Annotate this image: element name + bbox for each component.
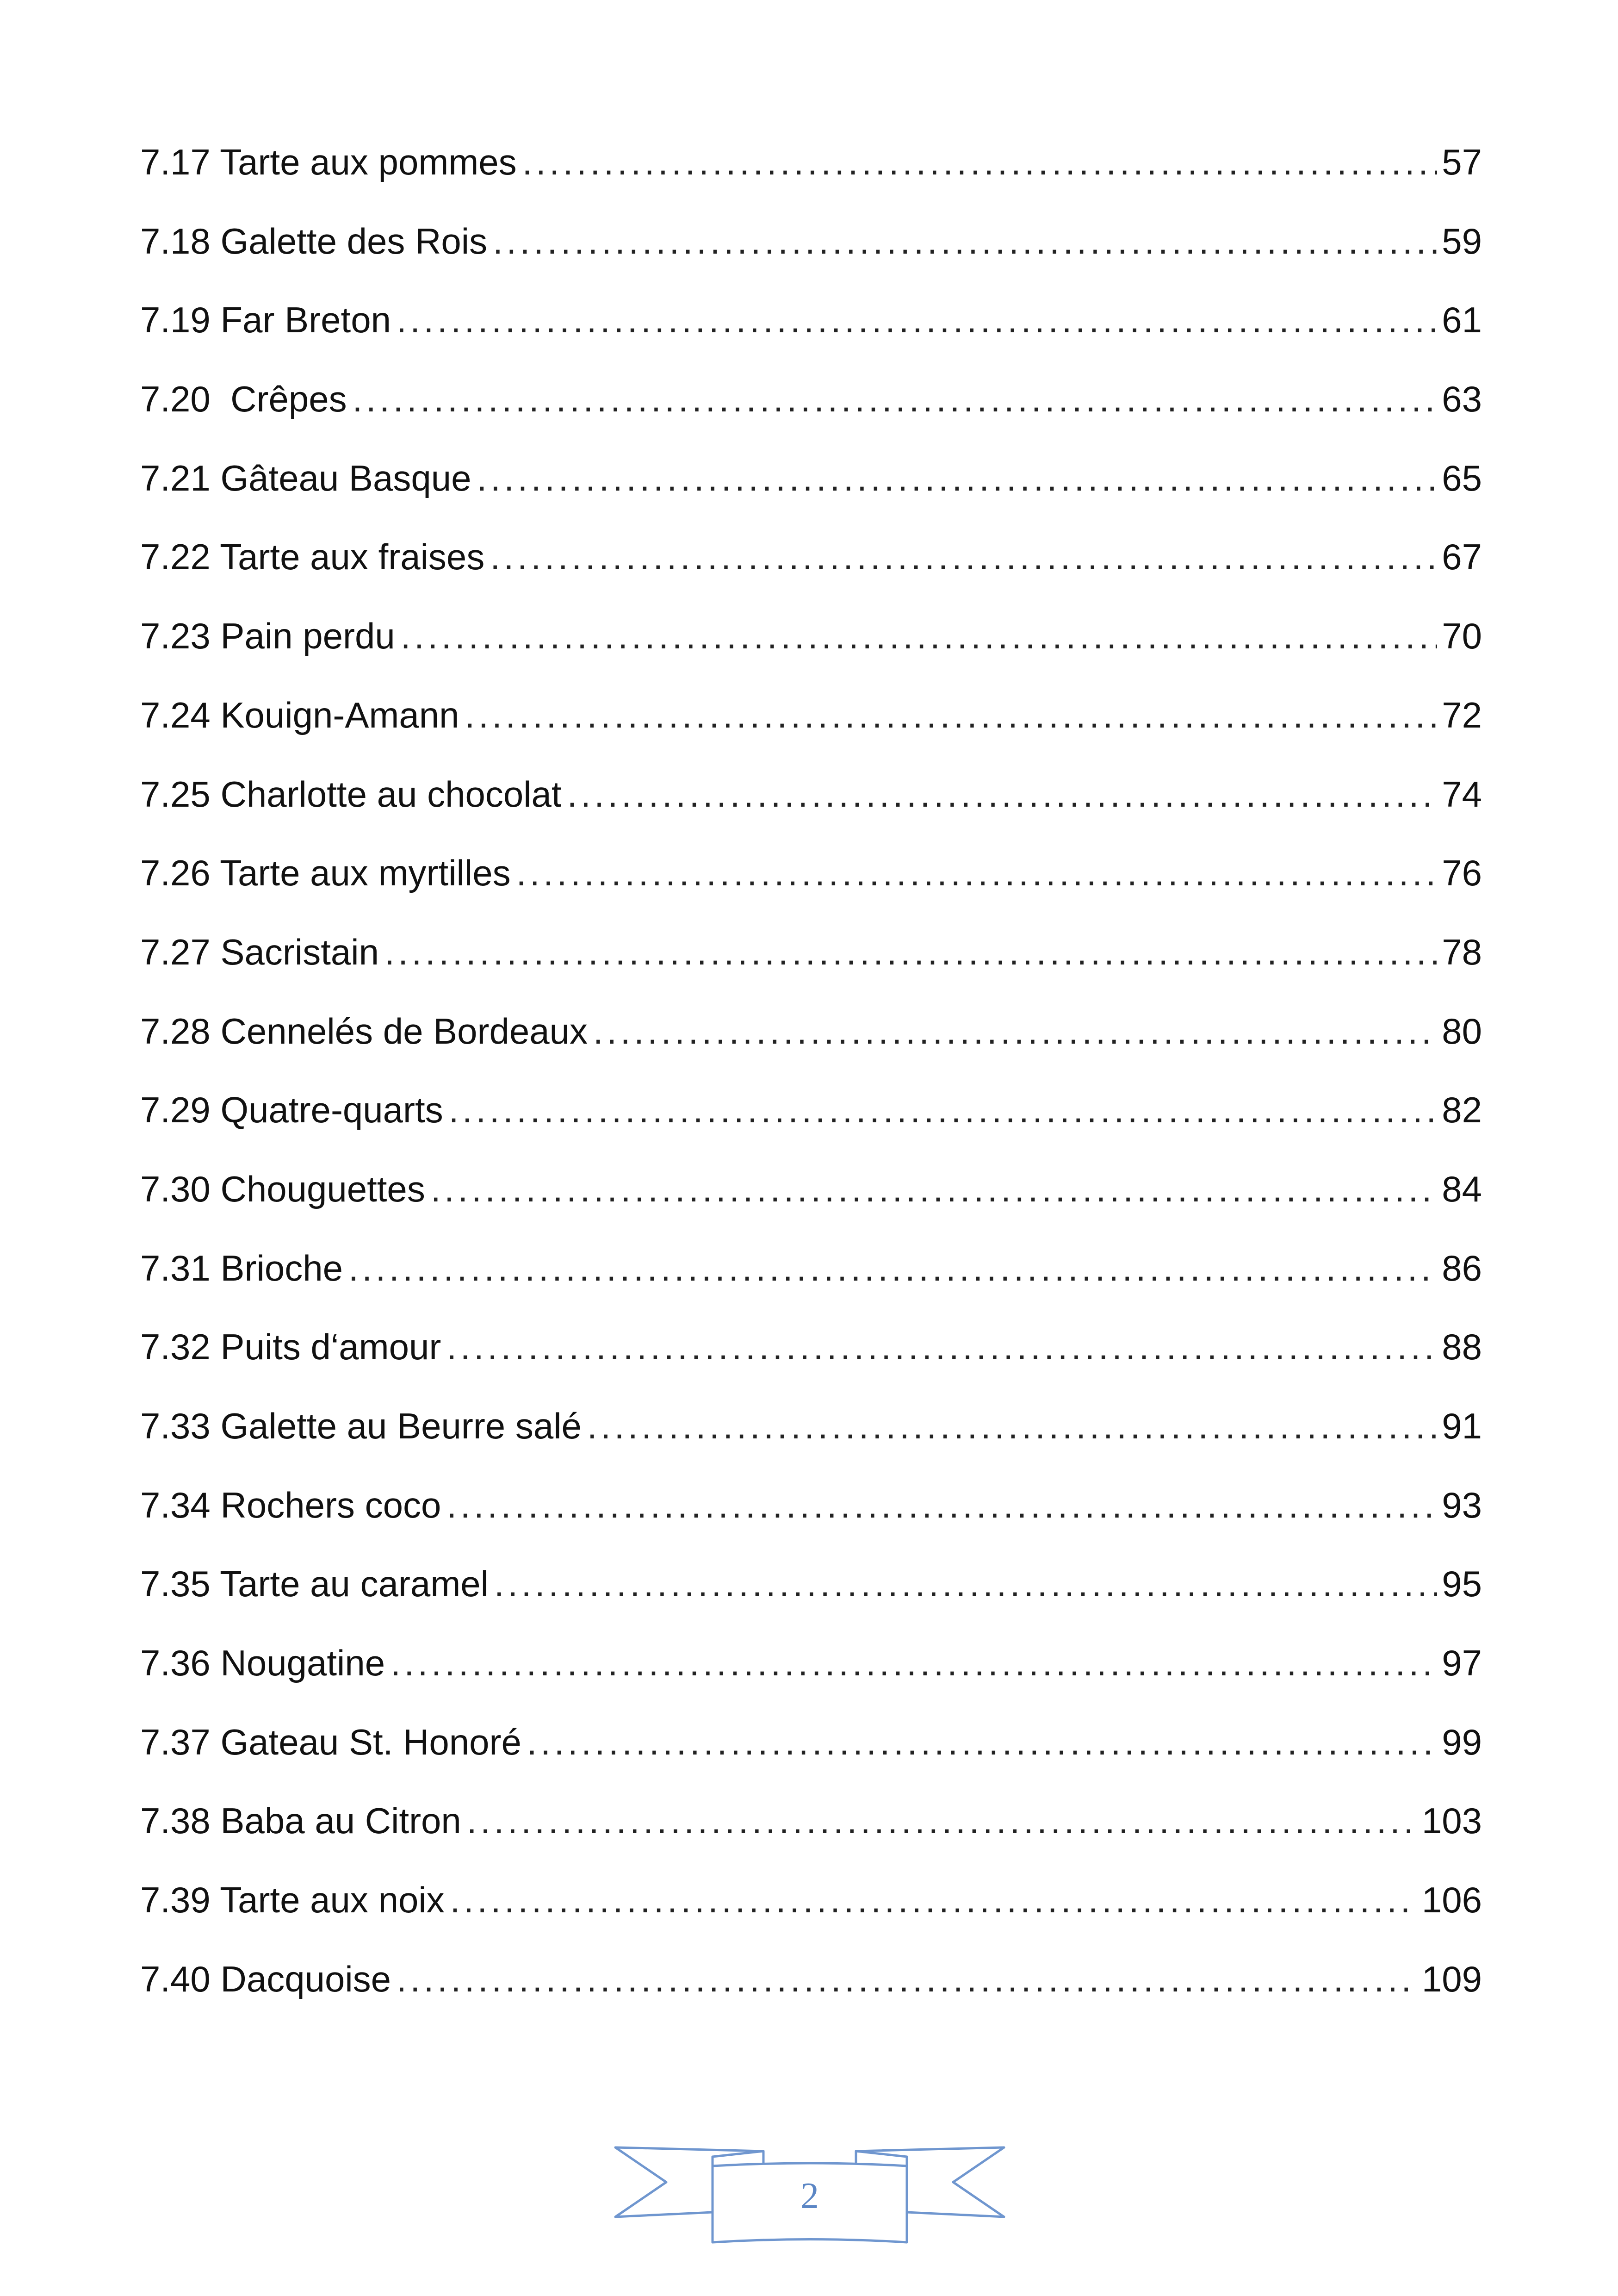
toc-entry-title: Gateau St. Honoré [210,1721,521,1762]
dot-leader [391,1640,1437,1686]
toc-entry-page: 61 [1442,299,1482,341]
toc-entry-page: 82 [1442,1089,1482,1131]
toc-entry-title: Gâteau Basque [210,457,471,498]
toc-entry[interactable] [140,1245,1482,1324]
toc-entry-number: 7.32 [140,1326,211,1368]
toc-entry-title: Cennelés de Bordeaux [210,1010,588,1052]
toc-entry-number: 7.26 [140,852,211,894]
toc-entry[interactable] [140,1561,1482,1640]
toc-entry-title: Pain perdu [210,616,395,657]
dot-leader [567,771,1438,817]
toc-entry[interactable] [140,1719,1482,1798]
toc-entry[interactable] [140,929,1482,1008]
toc-entry-page: 106 [1421,1879,1482,1921]
toc-entry-number: 7.23 [140,616,211,657]
toc-entry-number: 7.37 [140,1721,211,1762]
toc-entry-page: 95 [1442,1563,1482,1605]
dot-leader [401,613,1437,659]
toc-entry-number: 7.20 [140,379,211,420]
dot-leader [384,929,1437,975]
toc-entry-title: Brioche [210,1247,343,1288]
toc-entry[interactable] [140,1877,1482,1956]
toc-entry-number: 7.40 [140,1958,211,1999]
table-of-contents [140,139,1482,2035]
toc-entry-number: 7.34 [140,1484,211,1525]
toc-entry-page: 84 [1442,1168,1482,1209]
toc-entry-number: 7.21 [140,457,211,498]
dot-leader [431,1166,1437,1212]
toc-entry-page: 93 [1442,1484,1482,1525]
toc-entry[interactable] [140,1324,1482,1403]
dot-leader [446,1482,1437,1528]
toc-entry-number: 7.27 [140,931,211,972]
dot-leader [449,1087,1438,1133]
dot-leader [494,1561,1437,1607]
toc-entry-title: Baba au Citron [210,1800,461,1842]
toc-entry[interactable] [140,1956,1482,2035]
toc-entry-title: Far Breton [210,299,391,341]
toc-entry-page: 91 [1442,1406,1482,1446]
toc-entry[interactable] [140,1798,1482,1877]
toc-entry-title: Quatre-quarts [210,1089,443,1131]
toc-entry[interactable] [140,534,1482,613]
toc-entry-title: Rochers coco [210,1484,441,1525]
toc-entry-page: 76 [1442,852,1482,894]
toc-entry[interactable] [140,1403,1482,1482]
toc-entry[interactable] [140,455,1482,534]
dot-leader [450,1877,1417,1923]
toc-entry[interactable] [140,1166,1482,1245]
toc-entry-number: 7.19 [140,299,211,341]
toc-entry-page: 88 [1442,1326,1482,1368]
toc-entry-page: 70 [1442,616,1482,657]
toc-entry-page: 65 [1442,457,1482,498]
toc-entry-title: Galette des Rois [210,220,488,261]
dot-leader [490,534,1437,580]
toc-entry-page: 59 [1442,220,1482,261]
toc-entry-number: 7.39 [140,1879,211,1921]
dot-leader [397,297,1437,343]
toc-entry-page: 72 [1442,694,1482,735]
toc-entry[interactable] [140,1008,1482,1087]
dot-leader [527,1719,1437,1765]
dot-leader [467,1798,1417,1844]
toc-entry-title: Tarte aux pommes [210,142,517,182]
toc-entry[interactable] [140,1640,1482,1719]
toc-entry-number: 7.31 [140,1247,211,1288]
toc-entry[interactable] [140,771,1482,850]
dot-leader [587,1403,1437,1449]
toc-entry-number: 7.22 [140,536,211,578]
toc-entry[interactable] [140,1482,1482,1561]
toc-entry-page: 74 [1442,773,1482,815]
toc-entry-title: Tarte aux noix [210,1879,445,1921]
toc-entry[interactable] [140,1087,1482,1166]
toc-entry-title: Chouguettes [210,1168,425,1209]
toc-entry[interactable] [140,218,1482,297]
toc-entry[interactable] [140,297,1482,376]
dot-leader [522,139,1438,185]
toc-entry-title: Crêpes [210,379,347,420]
dot-leader [465,692,1437,738]
toc-entry-title: Tarte aux fraises [210,536,485,578]
toc-entry-number: 7.18 [140,220,211,261]
toc-entry-number: 7.33 [140,1406,211,1446]
toc-entry-number: 7.29 [140,1089,211,1131]
toc-entry-number: 7.35 [140,1563,211,1605]
toc-entry-number: 7.28 [140,1010,211,1052]
toc-entry-title: Puits d‘amour [210,1326,441,1368]
toc-entry-title: Tarte au caramel [210,1563,489,1605]
dot-leader [348,1245,1437,1291]
toc-entry-page: 97 [1442,1643,1482,1684]
dot-leader [353,376,1438,422]
toc-entry-title: Charlotte au chocolat [210,773,562,815]
toc-entry[interactable] [140,376,1482,455]
dot-leader [493,218,1437,264]
toc-entry-title: Galette au Beurre salé [210,1406,582,1446]
toc-entry-number: 7.38 [140,1800,211,1842]
page-number: 2 [800,2176,819,2216]
toc-entry-page: 57 [1442,142,1482,182]
toc-entry[interactable] [140,613,1482,692]
toc-entry-page: 86 [1442,1247,1482,1288]
toc-entry-number: 7.25 [140,773,211,815]
toc-entry-number: 7.36 [140,1643,211,1684]
toc-entry-title: Kouign-Amann [210,694,459,735]
toc-entry-number: 7.30 [140,1168,211,1209]
dot-leader [397,1956,1417,2002]
toc-entry-page: 103 [1421,1800,1482,1842]
toc-entry-page: 67 [1442,536,1482,578]
toc-entry[interactable] [140,139,1482,218]
dot-leader [593,1008,1437,1054]
toc-entry-page: 63 [1442,379,1482,420]
dot-leader [446,1324,1437,1370]
dot-leader [516,850,1438,896]
toc-entry-title: Dacquoise [210,1958,391,1999]
toc-entry[interactable] [140,692,1482,771]
toc-entry-title: Nougatine [210,1643,385,1684]
toc-entry-number: 7.17 [140,142,211,182]
toc-entry-page: 109 [1421,1958,1482,1999]
dot-leader [477,455,1438,501]
toc-entry-title: Tarte aux myrtilles [210,852,511,894]
toc-entry[interactable] [140,850,1482,929]
toc-entry-page: 99 [1442,1721,1482,1762]
toc-entry-title: Sacristain [210,931,379,972]
toc-entry-page: 78 [1442,931,1482,972]
toc-entry-page: 80 [1442,1010,1482,1052]
toc-entry-number: 7.24 [140,694,211,735]
